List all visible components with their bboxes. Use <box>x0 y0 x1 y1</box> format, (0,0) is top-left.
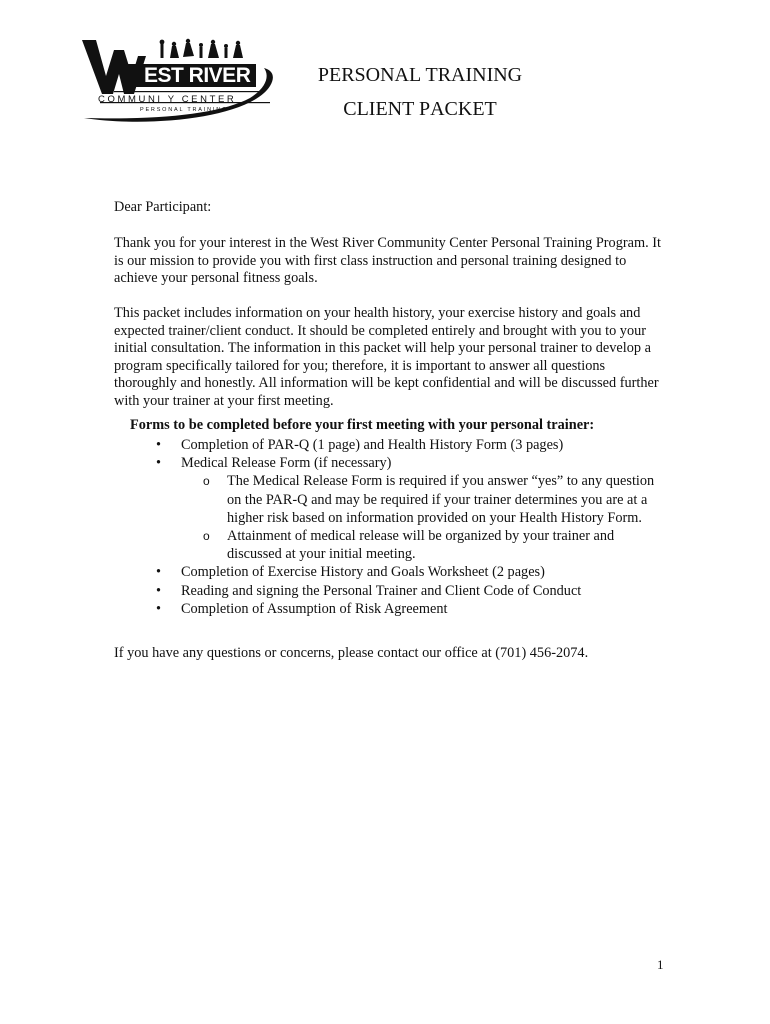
logo-subtitle: COMMUNI Y CENTER <box>98 94 237 105</box>
list-item: • Completion of Assumption of Risk Agreement <box>130 600 660 618</box>
intro-paragraph: Thank you for your interest in the West River Community Center Personal Training Program. It is our mission to provide you with first class instruction and personal training designed to achieve your personal fitness goals. <box>114 235 661 287</box>
page-number: 1 <box>657 957 664 972</box>
medical-release-sublist <box>181 472 660 563</box>
list-item: • Completion of PAR-Q (1 page) and Health History Form (3 pages) <box>130 436 660 454</box>
title-line-2: CLIENT PACKET <box>343 98 497 120</box>
logo-wordmark: EST RIVER <box>124 64 256 87</box>
west-river-logo <box>80 36 280 126</box>
list-item: • Medical Release Form (if necessary) o The Medical Release Form is required if you answer “yes” to any question on the PAR-Q and may be required if your trainer determines you are at a higher risk based on information provided on your Health History Form. o Attainment of medical release will be organized by your trainer and discussed at your initial meeting. <box>130 454 660 563</box>
title-line-1: PERSONAL TRAINING <box>317 64 523 86</box>
packet-description-paragraph: This packet includes information on your health history, your exercise history and goals and expected trainer/client conduct. It should be completed entirely and brought with you to your initial consultation. The information in this packet will help your personal trainer to develop a program specifically tailored for you; therefore, it is important to answer all questions thoroughly and honestly. All information will be kept confidential and will be discussed further with your trainer at your first meeting. <box>114 305 659 409</box>
page-title <box>290 58 550 126</box>
sub-list-item: o Attainment of medical release will be organized by your trainer and discussed at your initial meeting. <box>181 527 660 563</box>
salutation: Dear Participant: <box>114 199 212 215</box>
list-item: • Reading and signing the Personal Trainer and Client Code of Conduct <box>130 582 660 600</box>
forms-list <box>130 436 660 618</box>
list-item: • Completion of Exercise History and Goals Worksheet (2 pages) <box>130 563 660 581</box>
sub-list-item: o The Medical Release Form is required if you answer “yes” to any question on the PAR-Q and may be required if your trainer determines you are at a higher risk based on information provided on your Health History Form. <box>181 472 660 527</box>
forms-heading: Forms to be completed before your first meeting with your personal trainer: <box>130 417 595 433</box>
logo-tagline: PERSONAL TRAINING <box>140 107 229 113</box>
closing-contact-line: If you have any questions or concerns, please contact our office at (701) 456-2074. <box>114 645 589 661</box>
